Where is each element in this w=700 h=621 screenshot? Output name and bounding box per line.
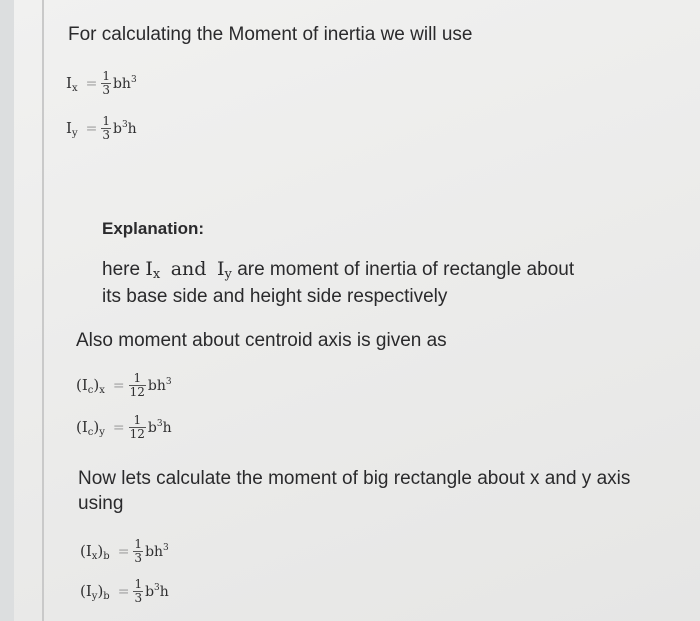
explanation-line-2: its base side and height side respectively <box>102 286 448 307</box>
equals-sign: = <box>112 419 125 436</box>
equation-ixb <box>80 538 169 565</box>
equation-lhs: $(I_y)_b$ <box>80 581 110 602</box>
ix-symbol: $I_x$ <box>145 258 161 282</box>
and-word: and <box>170 258 207 280</box>
fraction: $\frac{1}{12}$ <box>129 371 145 399</box>
iy-symbol: $I_y$ <box>217 258 232 282</box>
big-rectangle-text-line-1: Now lets calculate the moment of big rectangle about x and y axis <box>78 468 631 489</box>
equation-icx <box>76 372 172 399</box>
equation-iy <box>66 115 137 142</box>
equation-rhs: $bh^3$ <box>145 543 169 560</box>
page-margin-line <box>42 0 44 621</box>
equation-iyb <box>80 578 169 605</box>
equation-icy <box>76 414 172 441</box>
equals-sign: = <box>85 120 98 137</box>
equation-lhs: $(I_x)_b$ <box>80 541 110 562</box>
equation-rhs: $b^3h$ <box>112 120 137 137</box>
centroid-intro-text: Also moment about centroid axis is given as <box>76 330 447 351</box>
explanation-line-1: here $I_x$ and $I_y$ are moment of inertia of rectangle about <box>102 258 575 282</box>
fraction: $\frac{1}{3}$ <box>134 537 143 565</box>
equals-sign: = <box>117 543 130 560</box>
equation-lhs: $(I_c)_y$ <box>76 417 105 438</box>
explanation-heading: Explanation: <box>102 219 205 238</box>
fraction: $\frac{1}{3}$ <box>134 577 143 605</box>
equation-ix <box>66 70 137 97</box>
equation-rhs: $b^3h$ <box>147 419 172 436</box>
equation-rhs: $bh^3$ <box>112 75 137 92</box>
equation-lhs: $I_y$ <box>66 118 78 139</box>
equation-rhs: $b^3h$ <box>145 583 169 600</box>
equation-lhs: $I_x$ <box>66 73 78 94</box>
fraction: $\frac{1}{3}$ <box>102 114 110 142</box>
fraction: $\frac{1}{12}$ <box>129 413 145 441</box>
equals-sign: = <box>85 75 98 92</box>
fraction: $\frac{1}{3}$ <box>102 69 110 97</box>
equals-sign: = <box>112 377 125 394</box>
equals-sign: = <box>117 583 130 600</box>
intro-text: For calculating the Moment of inertia we will use <box>68 24 473 45</box>
equation-rhs: $bh^3$ <box>147 377 172 394</box>
equation-lhs: $(I_c)_x$ <box>76 375 105 396</box>
big-rectangle-text-line-2: using <box>78 493 124 514</box>
